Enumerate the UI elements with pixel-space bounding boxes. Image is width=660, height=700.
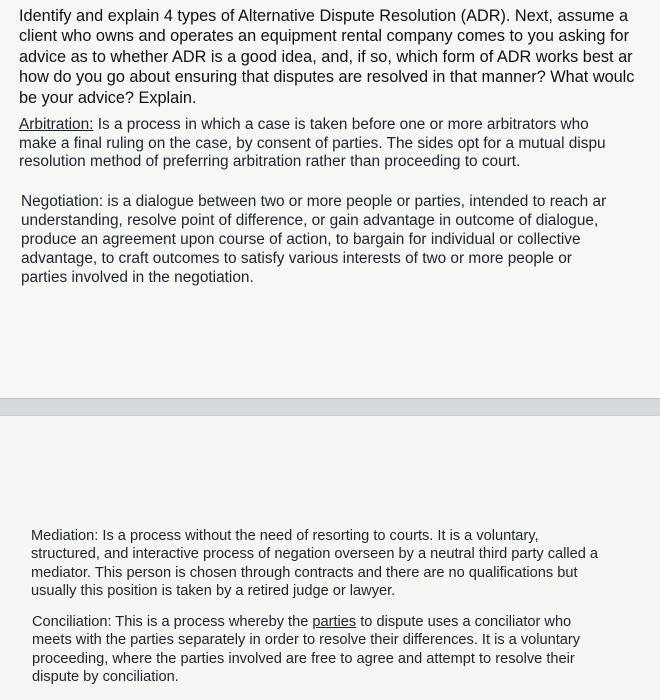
conciliation-paragraph [32, 613, 660, 686]
paragraph-line: make a final ruling on the case, by consent of parties. The sides opt for a mutual dispu [19, 134, 606, 152]
question-line: be your advice? Explain. [19, 88, 197, 107]
conciliation-line-prefix: Conciliation: This is a process whereby the [32, 614, 313, 630]
paragraph-line: resolution method of preferring arbitration rather than proceeding to court. [19, 153, 521, 171]
paragraph-line: usually this position is taken by a retired judge or lawyer. [31, 582, 396, 599]
paragraph-line: produce an agreement upon course of action, to bargain for individual or collective [21, 231, 581, 248]
negotiation-paragraph [21, 192, 660, 287]
conciliation-line-suffix: to dispute uses a conciliator who [356, 614, 572, 630]
paragraph-line: meets with the parties separately in order to resolve their differences. It is a voluntary [32, 632, 581, 649]
mediation-paragraph [31, 527, 660, 600]
paragraph-line: mediator. This person is chosen through contracts and there are no qualifications but [31, 564, 578, 581]
paragraph-line: understanding, resolve point of difference, or gain advantage in outcome of dialogue, [21, 212, 599, 229]
question-line: advice as to whether ADR is a good idea, and, if so, which form of ADR works best ar [19, 47, 633, 66]
paragraph-line: parties involved in the negotiation. [21, 269, 254, 286]
paragraph-line: proceeding, where the parties involved are free to agree and attempt to resolve their [32, 650, 575, 667]
section-divider [0, 398, 660, 416]
paragraph-line: structured, and interactive process of negation overseen by a neutral third party called a [31, 546, 599, 563]
arbitration-term: Arbitration: [19, 116, 94, 133]
question-line: client who owns and operates an equipment rental company comes to you asking for [19, 27, 629, 46]
paragraph-line: advantage, to craft outcomes to satisfy various interests of two or more people or [21, 250, 572, 267]
question-text [19, 6, 659, 108]
arbitration-paragraph [19, 116, 660, 172]
paragraph-line: Is a process in which a case is taken before one or more arbitrators who [93, 116, 589, 133]
paragraph-line: Negotiation: is a dialogue between two or more people or parties, intended to reach ar [21, 193, 607, 210]
question-line: how do you go about ensuring that disputes are resolved in that manner? What woulc [19, 68, 635, 87]
question-line: Identify and explain 4 types of Alternative Dispute Resolution (ADR). Next, assume a [19, 7, 629, 25]
parties-link[interactable]: parties [312, 614, 357, 630]
paragraph-line: dispute by conciliation. [32, 668, 179, 685]
paragraph-line: Mediation: Is a process without the need of resorting to courts. It is a voluntary, [31, 528, 539, 544]
